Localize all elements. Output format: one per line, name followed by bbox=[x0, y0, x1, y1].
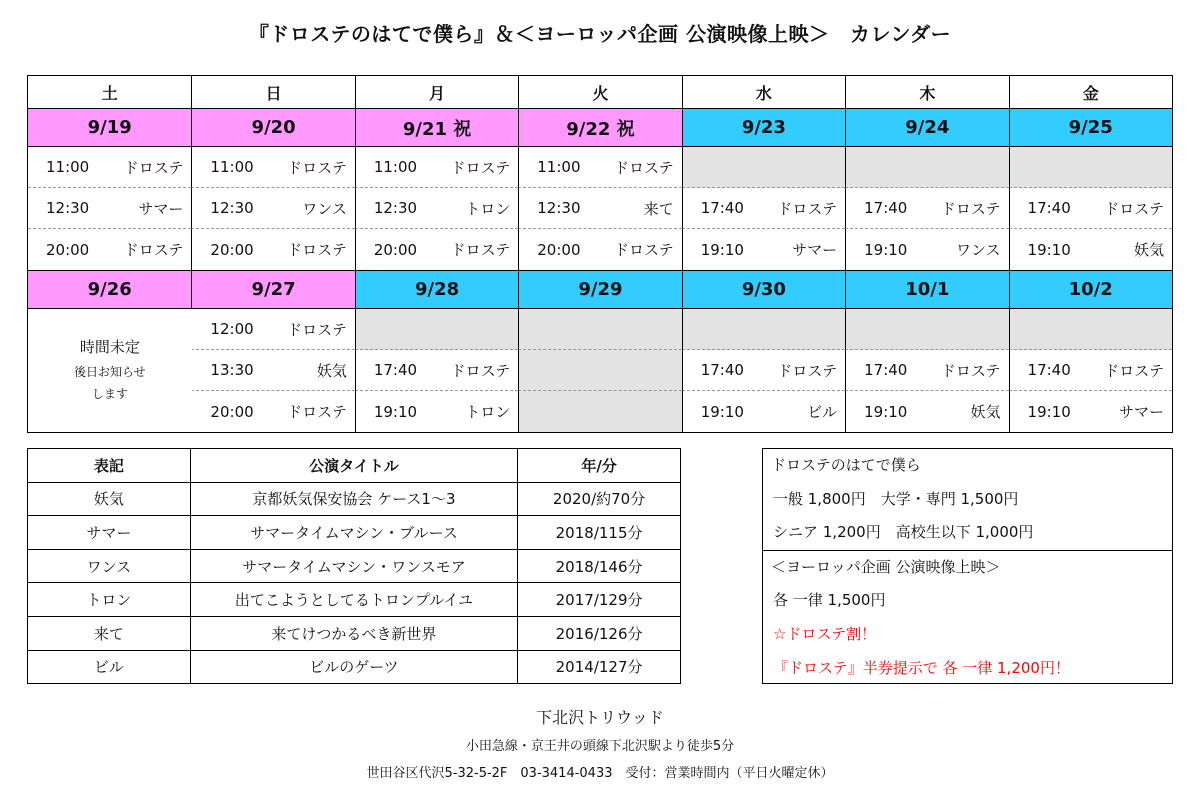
showing-title: 妖気 bbox=[970, 403, 1001, 421]
showing-slot bbox=[355, 188, 518, 229]
legend-title: 出てこようとしてるトロンプルイユ bbox=[190, 583, 517, 617]
empty-slot bbox=[518, 350, 681, 391]
empty-slot bbox=[682, 147, 845, 188]
day-of-week-cell: 土 bbox=[28, 76, 191, 109]
showing-time: 12:30 bbox=[210, 199, 254, 217]
showing-slot bbox=[845, 350, 1008, 391]
tbd-sub-line1: 後日お知らせ bbox=[74, 365, 146, 379]
showing-slot bbox=[191, 147, 354, 188]
showing-slot bbox=[355, 350, 518, 391]
day-of-week-cell: 月 bbox=[355, 76, 518, 109]
showing-title: 妖気 bbox=[1133, 241, 1164, 259]
week1-dates bbox=[28, 109, 1172, 147]
legend-abbr: ワンス bbox=[28, 549, 191, 583]
showing-title: ワンス bbox=[955, 241, 1001, 259]
legend-year: 2016/126分 bbox=[518, 616, 681, 650]
price-box bbox=[762, 448, 1173, 684]
showing-slot bbox=[191, 309, 354, 350]
showing-title: 来て bbox=[643, 199, 674, 218]
slot-row bbox=[28, 147, 1172, 188]
showing-time: 11:00 bbox=[537, 158, 581, 176]
showing-title: ドロステ bbox=[777, 361, 838, 380]
showing-title: トロン bbox=[465, 199, 511, 218]
slot-row bbox=[28, 350, 1172, 391]
day-of-week-cell: 日 bbox=[191, 76, 354, 109]
showing-title: ドロステ bbox=[287, 403, 347, 421]
droste-price-line1: 一般 1,800円 大学・専門 1,500円 bbox=[773, 489, 1019, 508]
date-cell: 9/26 bbox=[28, 271, 191, 309]
date-cell: 10/1 bbox=[845, 271, 1008, 309]
legend-header-year: 年/分 bbox=[518, 449, 681, 483]
date-cell: 9/19 bbox=[28, 109, 191, 147]
legend-row bbox=[28, 549, 681, 583]
day-of-week-cell: 火 bbox=[518, 76, 681, 109]
showing-time: 17:40 bbox=[1027, 361, 1071, 379]
legend-row bbox=[28, 583, 681, 617]
legend-year: 2020/約70分 bbox=[518, 482, 681, 516]
showing-time: 11:00 bbox=[46, 158, 90, 176]
date-cell: 9/20 bbox=[191, 109, 354, 147]
legend-header-row bbox=[28, 449, 681, 483]
showing-time: 17:40 bbox=[700, 361, 744, 379]
discount-title: ☆ドロステ割！ bbox=[773, 624, 877, 643]
showing-slot bbox=[28, 147, 191, 188]
showing-slot bbox=[682, 391, 845, 432]
date-cell: 9/24 bbox=[845, 109, 1008, 147]
showing-title: ドロステ bbox=[287, 241, 347, 259]
showing-time: 12:00 bbox=[210, 320, 254, 338]
date-cell: 9/21 祝 bbox=[355, 109, 518, 147]
legend-header-abbr: 表記 bbox=[28, 449, 191, 483]
legend-year: 2018/146分 bbox=[518, 549, 681, 583]
showing-title: ドロステ bbox=[777, 199, 838, 218]
showing-slot bbox=[191, 229, 354, 270]
showing-title: トロン bbox=[465, 403, 511, 421]
empty-slot bbox=[1009, 309, 1172, 350]
day-of-week-cell: 水 bbox=[682, 76, 845, 109]
showing-time: 12:30 bbox=[46, 199, 90, 217]
droste-price-title: ドロステのはてで僕ら bbox=[771, 456, 921, 474]
showing-time: 17:40 bbox=[700, 199, 744, 217]
date-cell: 9/25 bbox=[1009, 109, 1172, 147]
showing-title: サマー bbox=[138, 199, 184, 218]
showing-time: 12:30 bbox=[373, 199, 418, 217]
showing-time: 19:10 bbox=[864, 402, 908, 421]
showing-slot bbox=[1009, 391, 1172, 432]
showing-slot bbox=[191, 188, 354, 229]
legend-title: 来てけつかるべき新世界 bbox=[190, 616, 517, 650]
slot-row bbox=[28, 391, 1172, 432]
legend-abbr: ビル bbox=[28, 650, 191, 684]
date-cell: 9/30 bbox=[682, 271, 845, 309]
showing-slot bbox=[1009, 229, 1172, 270]
date-cell: 9/28 bbox=[355, 271, 518, 309]
showing-title: ドロステ bbox=[940, 199, 1001, 218]
showing-slot bbox=[28, 188, 191, 229]
showing-title: サマー bbox=[1118, 403, 1164, 421]
date-cell: 9/23 bbox=[682, 109, 845, 147]
slot-row bbox=[28, 188, 1172, 229]
showing-time: 17:40 bbox=[1027, 199, 1071, 217]
showing-time: 20:00 bbox=[373, 240, 418, 259]
page-title: 『ドロステのはてで僕ら』＆＜ヨーロッパ企画 公演映像上映＞ カレンダー bbox=[248, 22, 952, 46]
showing-time: 19:10 bbox=[1027, 402, 1071, 421]
showing-slot bbox=[1009, 350, 1172, 391]
slot-row bbox=[28, 309, 1172, 350]
empty-slot bbox=[845, 309, 1008, 350]
europe-prices bbox=[763, 551, 1172, 685]
legend-header-title: 公演タイトル bbox=[190, 449, 517, 483]
legend-row bbox=[28, 650, 681, 684]
discount-line: 『ドロステ』半券提示で 各 一律 1,200円！ bbox=[773, 658, 1070, 677]
showing-title: ドロステ bbox=[940, 361, 1001, 380]
day-of-week-header bbox=[28, 76, 1172, 109]
showing-time: 20:00 bbox=[210, 402, 254, 421]
showing-time: 19:10 bbox=[700, 402, 744, 421]
showing-time: 17:40 bbox=[864, 199, 908, 217]
showing-time: 20:00 bbox=[537, 240, 581, 259]
showing-title: ドロステ bbox=[613, 158, 674, 177]
legend-title: サマータイムマシン・ブルース bbox=[190, 516, 517, 550]
showing-title: ワンス bbox=[302, 199, 347, 218]
week1-slots bbox=[28, 147, 1172, 270]
showing-slot bbox=[518, 147, 681, 188]
legend-title: サマータイムマシン・ワンスモア bbox=[190, 549, 517, 583]
legend-year: 2014/127分 bbox=[518, 650, 681, 684]
legend-body bbox=[28, 482, 681, 684]
showing-time: 11:00 bbox=[210, 158, 254, 176]
legend-abbr: サマー bbox=[28, 516, 191, 550]
empty-slot bbox=[518, 309, 681, 350]
droste-prices bbox=[763, 449, 1172, 551]
showing-slot bbox=[845, 229, 1008, 270]
showing-time: 20:00 bbox=[210, 240, 254, 259]
showing-slot bbox=[518, 188, 681, 229]
legend-row bbox=[28, 616, 681, 650]
date-cell: 10/2 bbox=[1009, 271, 1172, 309]
showing-slot bbox=[191, 391, 354, 432]
showing-slot bbox=[28, 229, 191, 270]
showing-slot bbox=[518, 229, 681, 270]
day-of-week-cell: 木 bbox=[845, 76, 1008, 109]
legend-row bbox=[28, 516, 681, 550]
europe-price-title: ＜ヨーロッパ企画 公演映像上映＞ bbox=[771, 557, 1001, 576]
showing-title: ドロステ bbox=[1104, 199, 1164, 218]
empty-slot bbox=[682, 309, 845, 350]
legend-row bbox=[28, 482, 681, 516]
legend-title: ビルのゲーツ bbox=[190, 650, 517, 684]
date-cell: 9/22 祝 bbox=[518, 109, 681, 147]
date-cell: 9/27 bbox=[191, 271, 354, 309]
tbd-notice bbox=[28, 309, 192, 432]
venue-address: 世田谷区代沢5-32-5-2F 03-3414-0433 受付：営業時間内（平日火曜定休） bbox=[366, 766, 834, 781]
showing-slot bbox=[1009, 188, 1172, 229]
showing-title: ドロステ bbox=[123, 158, 184, 177]
legend-abbr: 妖気 bbox=[28, 482, 191, 516]
showing-slot bbox=[355, 391, 518, 432]
showing-slot bbox=[682, 229, 845, 270]
droste-price-line2: シニア 1,200円 高校生以下 1,000円 bbox=[773, 523, 1034, 542]
showing-slot bbox=[682, 350, 845, 391]
tbd-main-text: 時間未定 bbox=[79, 338, 140, 356]
showing-title: 妖気 bbox=[316, 361, 347, 380]
legend-title: 京都妖気保安協会 ケース1～3 bbox=[190, 482, 517, 516]
europe-price-line1: 各 一律 1,500円 bbox=[773, 591, 886, 610]
showing-time: 19:10 bbox=[1027, 240, 1071, 259]
showing-title: ドロステ bbox=[1104, 361, 1164, 380]
showing-time: 11:00 bbox=[373, 158, 418, 176]
empty-slot bbox=[518, 391, 681, 432]
schedule-calendar bbox=[27, 75, 1173, 433]
empty-slot bbox=[845, 147, 1008, 188]
showing-time: 12:30 bbox=[537, 199, 581, 217]
legend-abbr: トロン bbox=[28, 583, 191, 617]
showing-time: 13:30 bbox=[210, 361, 254, 379]
showing-title: ドロステ bbox=[123, 241, 184, 259]
showing-slot bbox=[682, 188, 845, 229]
slot-row bbox=[28, 229, 1172, 270]
venue-name: 下北沢トリウッド bbox=[536, 708, 664, 727]
showing-slot bbox=[845, 188, 1008, 229]
week2-slots bbox=[28, 309, 1172, 432]
legend-year: 2018/115分 bbox=[518, 516, 681, 550]
week2-dates bbox=[28, 270, 1172, 309]
showing-time: 19:10 bbox=[700, 240, 744, 259]
showing-title: ドロステ bbox=[613, 241, 674, 259]
day-of-week-cell: 金 bbox=[1009, 76, 1172, 109]
showing-slot bbox=[355, 147, 518, 188]
date-cell: 9/29 bbox=[518, 271, 681, 309]
showing-time: 19:10 bbox=[864, 240, 908, 259]
showing-slot bbox=[191, 350, 354, 391]
venue-access: 小田急線・京王井の頭線下北沢駅より徒歩5分 bbox=[465, 739, 735, 754]
showing-slot bbox=[845, 391, 1008, 432]
tbd-sub-line2: します bbox=[91, 387, 128, 401]
showing-title: ビル bbox=[807, 403, 838, 421]
showing-title: サマー bbox=[792, 241, 838, 259]
showing-time: 17:40 bbox=[373, 361, 418, 379]
showing-title: ドロステ bbox=[287, 158, 347, 177]
showing-slot bbox=[355, 229, 518, 270]
legend-table bbox=[27, 448, 681, 684]
legend-year: 2017/129分 bbox=[518, 583, 681, 617]
showing-title: ドロステ bbox=[450, 361, 511, 380]
empty-slot bbox=[1009, 147, 1172, 188]
showing-title: ドロステ bbox=[450, 241, 511, 259]
empty-slot bbox=[355, 309, 518, 350]
showing-time: 19:10 bbox=[373, 402, 418, 421]
showing-title: ドロステ bbox=[450, 158, 511, 177]
showing-title: ドロステ bbox=[287, 320, 347, 339]
legend-abbr: 来て bbox=[28, 616, 191, 650]
showing-time: 17:40 bbox=[864, 361, 908, 379]
showing-time: 20:00 bbox=[46, 240, 90, 259]
